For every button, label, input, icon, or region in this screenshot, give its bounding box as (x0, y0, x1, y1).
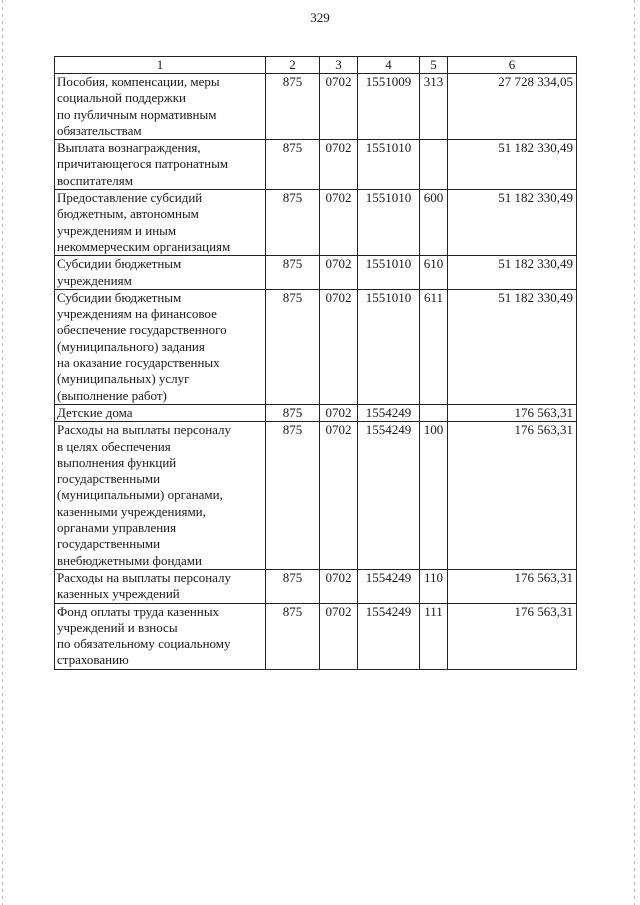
budget-table (54, 56, 577, 670)
row-name-line: Расходы на выплаты персоналу (57, 422, 232, 438)
header-col-4: 4 (358, 57, 420, 74)
row-name-line: Предоставление субсидий (57, 190, 203, 206)
target-code-cell: 1551010 (358, 140, 420, 190)
header-col-5: 5 (420, 57, 448, 74)
ministry-code-cell: 875 (266, 603, 320, 669)
section-code-cell: 0702 (320, 256, 358, 290)
target-code-cell: 1551009 (358, 74, 420, 140)
target-code-cell: 1554249 (358, 569, 420, 603)
ministry-code-cell: 875 (266, 74, 320, 140)
row-name-line: (муниципальными) органами, (57, 487, 223, 503)
row-name-line: бюджетным, автономным (57, 206, 199, 222)
row-name-line: внебюджетными фондами (57, 552, 202, 568)
table-row (55, 256, 577, 290)
expense-type-cell: 111 (420, 603, 448, 669)
left-scan-edge (2, 0, 3, 905)
table-row (55, 140, 577, 190)
row-name-line: выполнения функций (57, 454, 177, 470)
amount-cell: 176 563,31 (448, 422, 577, 570)
table-row (55, 422, 577, 570)
header-col-1: 1 (55, 57, 266, 74)
header-col-2: 2 (266, 57, 320, 74)
table-row (55, 569, 577, 603)
row-name-cell (55, 289, 266, 404)
table-body (55, 74, 577, 670)
section-code-cell: 0702 (320, 404, 358, 421)
ministry-code-cell: 875 (266, 140, 320, 190)
section-code-cell: 0702 (320, 140, 358, 190)
amount-cell: 176 563,31 (448, 569, 577, 603)
target-code-cell: 1554249 (358, 422, 420, 570)
section-code-cell: 0702 (320, 569, 358, 603)
table-row (55, 404, 577, 421)
table-row (55, 289, 577, 404)
row-name-line: Субсидии бюджетным (57, 289, 182, 305)
section-code-cell: 0702 (320, 74, 358, 140)
ministry-code-cell: 875 (266, 422, 320, 570)
row-name-cell (55, 74, 266, 140)
row-name-line: некоммерческим организациям (57, 238, 231, 254)
ministry-code-cell: 875 (266, 404, 320, 421)
row-name-line: учреждениям (57, 272, 132, 288)
row-name-line: социальной поддержки (57, 90, 186, 106)
target-code-cell: 1551010 (358, 256, 420, 290)
row-name-cell (55, 422, 266, 570)
header-row (55, 57, 577, 74)
ministry-code-cell: 875 (266, 256, 320, 290)
row-name-line: Выплата вознаграждения, (57, 140, 201, 156)
row-name-line: государственными (57, 536, 161, 552)
row-name-line: воспитателям (57, 172, 133, 188)
row-name-line: страхованию (57, 652, 129, 668)
amount-cell: 176 563,31 (448, 603, 577, 669)
row-name-line: причитающегося патронатным (57, 156, 229, 172)
table-row (55, 74, 577, 140)
expense-type-cell: 600 (420, 190, 448, 256)
row-name-line: по обязательному социальному (57, 636, 231, 652)
ministry-code-cell: 875 (266, 569, 320, 603)
section-code-cell: 0702 (320, 422, 358, 570)
row-name-line: казенными учреждениями, (57, 503, 206, 519)
row-name-line: (выполнение работ) (57, 387, 167, 403)
target-code-cell: 1554249 (358, 404, 420, 421)
expense-type-cell: 313 (420, 74, 448, 140)
row-name-line: обеспечение государственного (57, 322, 227, 338)
amount-cell: 51 182 330,49 (448, 190, 577, 256)
table-row (55, 190, 577, 256)
expense-type-cell: 610 (420, 256, 448, 290)
row-name-line: Субсидии бюджетным (57, 256, 182, 272)
target-code-cell: 1551010 (358, 289, 420, 404)
row-name-line: органами управления (57, 520, 177, 536)
row-name-line: (муниципального) задания (57, 338, 205, 354)
section-code-cell: 0702 (320, 289, 358, 404)
row-name-cell (55, 569, 266, 603)
section-code-cell: 0702 (320, 190, 358, 256)
amount-cell: 176 563,31 (448, 404, 577, 421)
expense-type-cell: 100 (420, 422, 448, 570)
row-name-line: в целях обеспечения (57, 438, 171, 454)
amount-cell: 51 182 330,49 (448, 289, 577, 404)
row-name-line: учреждениям на финансовое (57, 306, 217, 322)
row-name-line: казенных учреждений (57, 586, 180, 602)
row-name-cell (55, 190, 266, 256)
target-code-cell: 1554249 (358, 603, 420, 669)
row-name-line: Пособия, компенсации, меры (57, 74, 220, 89)
row-name-cell (55, 404, 266, 421)
row-name-line: (муниципальных) услуг (57, 371, 190, 387)
row-name-line: Фонд оплаты труда казенных (57, 603, 220, 619)
expense-type-cell: 110 (420, 569, 448, 603)
row-name-line: обязательствам (57, 122, 142, 138)
row-name-line: на оказание государственных (57, 355, 220, 371)
row-name-cell (55, 256, 266, 290)
expense-type-cell (420, 140, 448, 190)
header-col-3: 3 (320, 57, 358, 74)
target-code-cell: 1551010 (358, 190, 420, 256)
row-name-line: учреждений и взносы (57, 619, 178, 635)
row-name-line: государственными (57, 471, 161, 487)
row-name-line: Детские дома (57, 404, 133, 420)
row-name-cell (55, 603, 266, 669)
ministry-code-cell: 875 (266, 190, 320, 256)
header-col-6: 6 (448, 57, 577, 74)
table-row (55, 603, 577, 669)
page-number: 329 (310, 10, 330, 25)
amount-cell: 51 182 330,49 (448, 256, 577, 290)
expense-type-cell: 611 (420, 289, 448, 404)
row-name-line: по публичным нормативным (57, 106, 217, 122)
row-name-line: учреждениям и иным (57, 222, 177, 238)
row-name-cell (55, 140, 266, 190)
amount-cell: 51 182 330,49 (448, 140, 577, 190)
right-scan-edge (634, 0, 635, 905)
row-name-line: Расходы на выплаты персоналу (57, 569, 232, 585)
amount-cell: 27 728 334,05 (448, 74, 577, 140)
expense-type-cell (420, 404, 448, 421)
section-code-cell: 0702 (320, 603, 358, 669)
ministry-code-cell: 875 (266, 289, 320, 404)
